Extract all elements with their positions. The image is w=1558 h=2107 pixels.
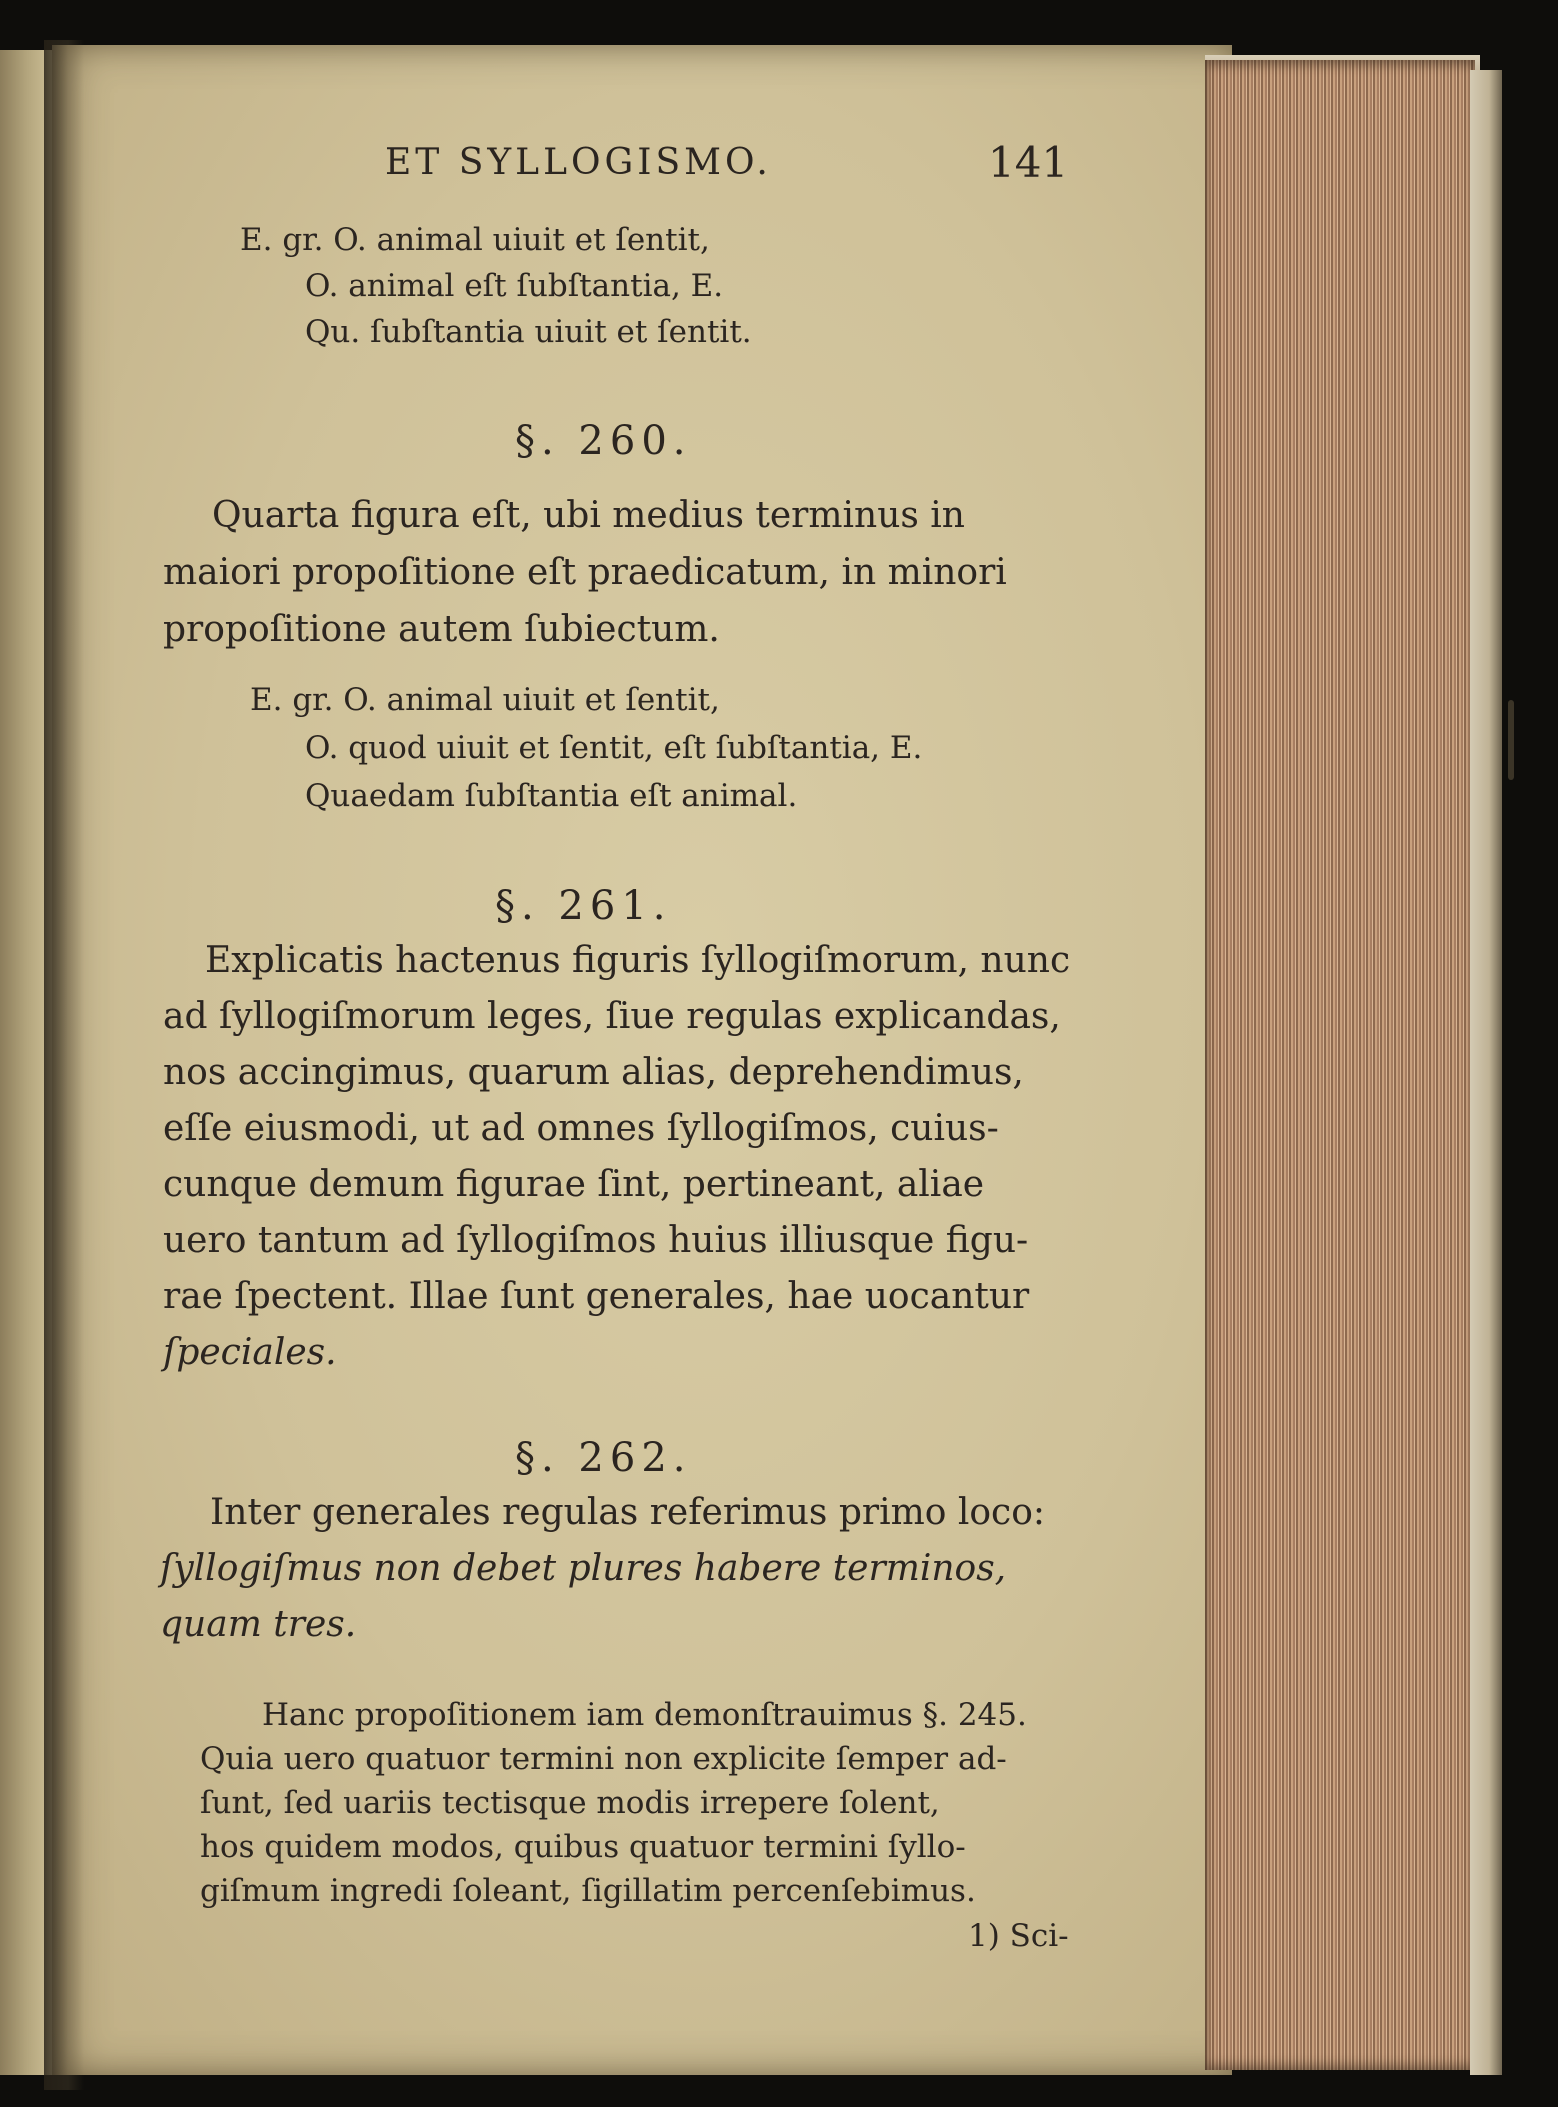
paragraph-line: Inter generales regulas referimus primo loco:: [210, 1492, 1045, 1533]
paragraph-line: ad ſyllogiſmorum leges, ſiue regulas explicandas,: [163, 996, 1061, 1037]
paragraph-line: rae ſpectent. Illae ſunt generales, hae uocantur: [163, 1276, 1030, 1317]
section-heading: §. 260.: [515, 418, 692, 464]
note-line: Quia uero quatuor termini non explicite ſemper ad-: [200, 1741, 1007, 1777]
note-line: ſunt, ſed uariis tectisque modis irrepere ſolent,: [200, 1785, 940, 1821]
book-cover: [1470, 70, 1502, 2075]
paragraph-line: maiori propoſitione eſt praedicatum, in minori: [163, 552, 1007, 593]
cover-mark: [1508, 700, 1514, 780]
paragraph-line: quam tres.: [160, 1604, 357, 1645]
example-line: O. quod uiuit et ſentit, eſt ſubſtantia, E.: [305, 730, 923, 766]
running-header: ET SYLLOGISMO.: [385, 142, 772, 183]
example-line: E. gr. O. animal uiuit et ſentit,: [240, 222, 710, 258]
paragraph-line: nos accingimus, quarum alias, deprehendimus,: [163, 1052, 1024, 1093]
section-heading: §. 261.: [495, 883, 672, 929]
example-line: Quaedam ſubſtantia eſt animal.: [305, 778, 798, 814]
note-line: Hanc propoſitionem iam demonſtrauimus §. 245.: [262, 1697, 1027, 1733]
page-edges: [1205, 60, 1475, 2070]
paragraph-line: Explicatis hactenus figuris ſyllogiſmorum, nunc: [205, 940, 1071, 981]
page-number: 141: [988, 138, 1069, 187]
note-line: giſmum ingredi ſoleant, ſigillatim percenſebimus.: [200, 1873, 976, 1909]
paragraph-line: ſpeciales.: [163, 1332, 337, 1373]
paragraph-line: Quarta figura eſt, ubi medius terminus in: [212, 495, 965, 536]
paragraph-line: ſyllogiſmus non debet plures habere terminos,: [160, 1548, 1007, 1589]
section-heading: §. 262.: [515, 1435, 692, 1481]
example-line: E. gr. O. animal uiuit et ſentit,: [250, 682, 720, 718]
paragraph-line: eſſe eiusmodi, ut ad omnes ſyllogiſmos, cuius-: [163, 1108, 999, 1149]
example-line: O. animal eſt ſubſtantia, E.: [305, 268, 724, 304]
example-line: Qu. ſubſtantia uiuit et ſentit.: [305, 314, 752, 350]
catchword: 1) Sci-: [968, 1918, 1069, 1954]
page-gutter: [44, 40, 84, 2090]
paragraph-line: propoſitione autem ſubiectum.: [163, 609, 720, 650]
paragraph-line: cunque demum figurae ſint, pertineant, aliae: [163, 1164, 985, 1205]
paragraph-line: uero tantum ad ſyllogiſmos huius illiusque figu-: [163, 1220, 1029, 1261]
note-line: hos quidem modos, quibus quatuor termini ſyllo-: [200, 1829, 966, 1865]
